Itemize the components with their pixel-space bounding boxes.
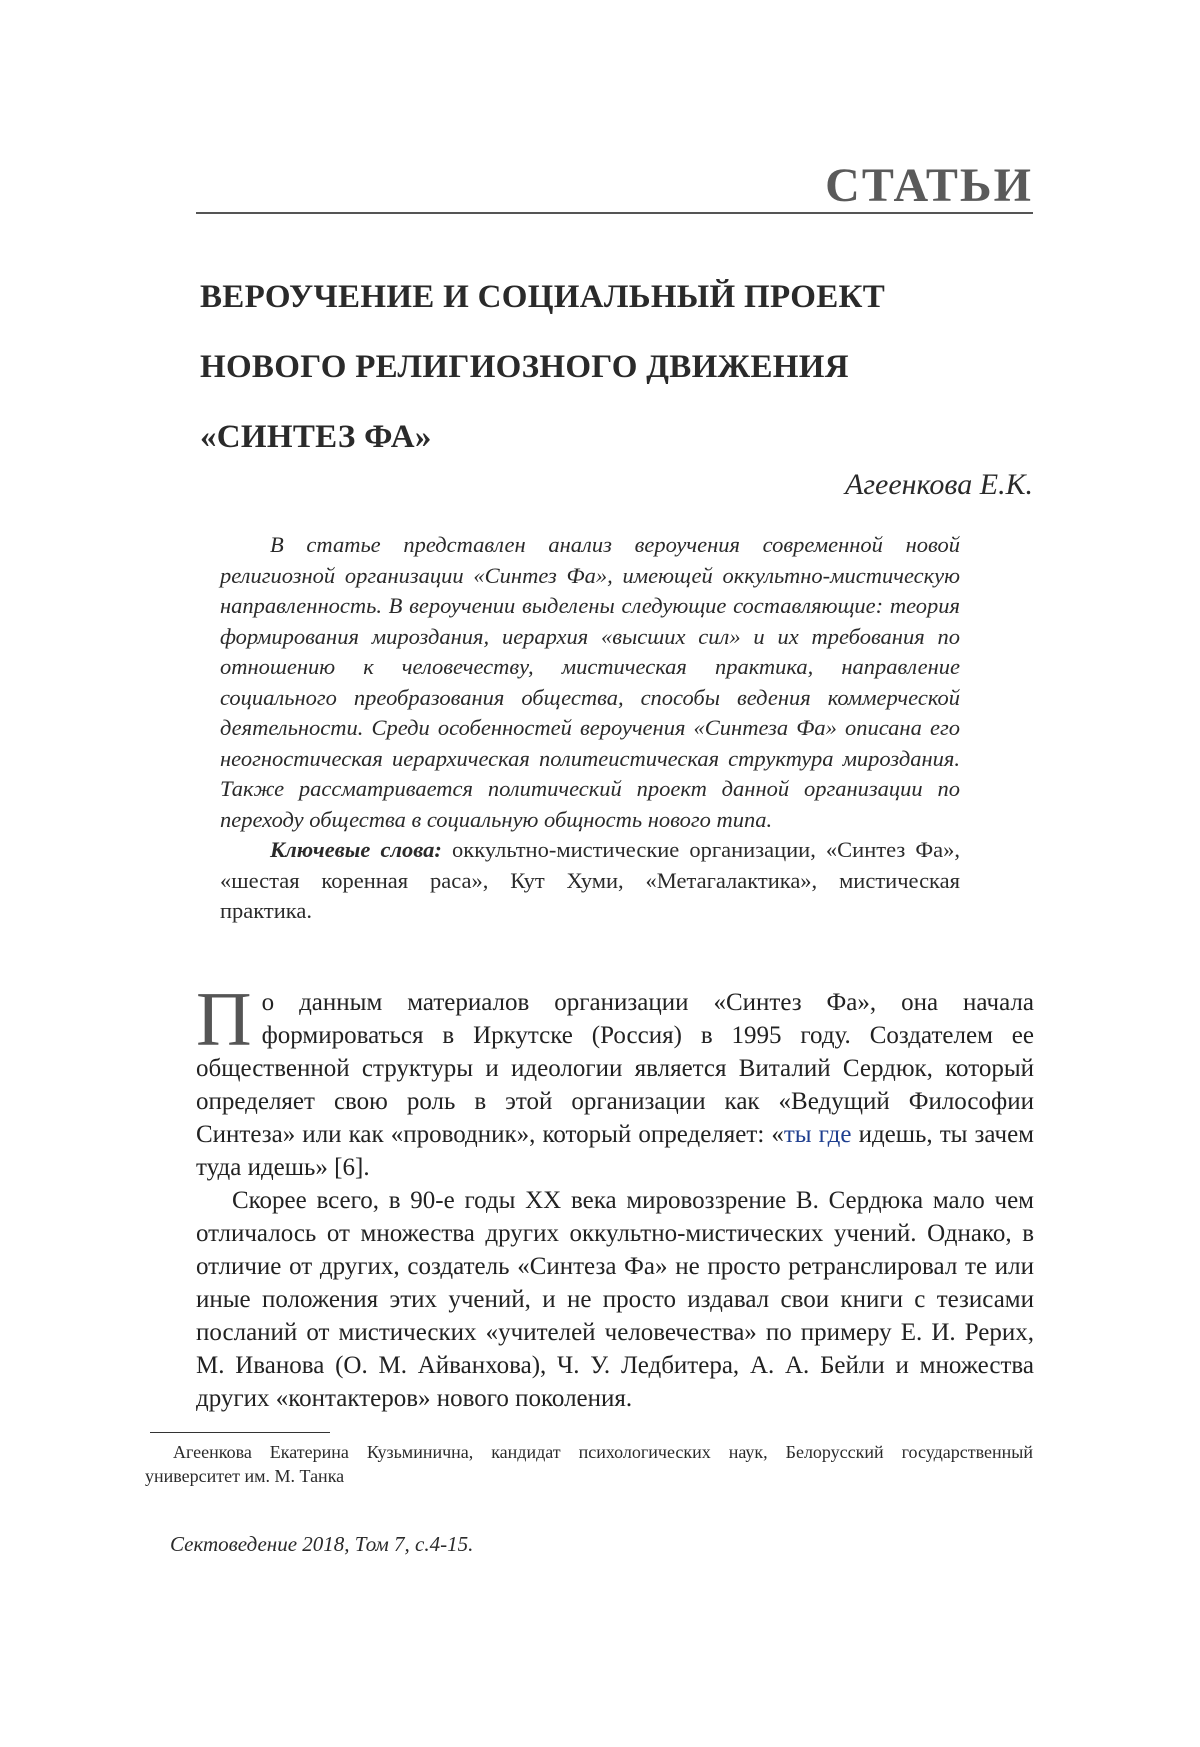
body-paragraph-1 bbox=[196, 986, 1034, 1184]
abstract-block bbox=[220, 530, 960, 927]
abstract-text: В статье представлен анализ вероучения современной новой религиозной организации «Синтез Фа», имеющей оккультно-мистическую направленность. В вероучении выделены следующие составляющие: теория формирования мироздания, иерархия «высших сил» и их требования по отношению к человечеству, мистическая практика, направление социального преобразования общества, способы ведения коммерческой деятельности. Среди особенностей вероучения «Синтеза Фа» описана его неогностическая иерархическая политеистическая структура мироздания. Также рассматривается политический проект данной организации по переходу общества в социальную общность нового типа. bbox=[220, 530, 960, 835]
article-body bbox=[196, 986, 1034, 1415]
author-footnote: Агеенкова Екатерина Кузьминична, кандидат психологических наук, Белорусский государственный университет им. М. Танка bbox=[145, 1440, 1033, 1488]
keywords bbox=[220, 835, 960, 927]
header-divider bbox=[196, 212, 1033, 214]
title-line-2: НОВОГО РЕЛИГИОЗНОГО ДВИЖЕНИЯ bbox=[200, 347, 1030, 417]
section-header: СТАТЬИ bbox=[196, 158, 1033, 214]
title-line-3: «СИНТЕЗ ФА» bbox=[200, 417, 1030, 467]
paragraph-1-text: о данным материалов организации «Синтез Фа», она начала формироваться в Иркутске (Россия) в 1995 году. Создателем ее общественной структуры и идеологии является Виталий Сердюк, который определяет свою роль в этой организации как «Ведущий Философии Синтеза» или как «проводник», который определяет: « bbox=[196, 989, 1034, 1148]
title-line-1: ВЕРОУЧЕНИЕ И СОЦИАЛЬНЫЙ ПРОЕКТ bbox=[200, 277, 1030, 347]
author-name: Агеенкова Е.К. bbox=[600, 468, 1033, 502]
journal-citation: Сектоведение 2018, Том 7, с.4-15. bbox=[170, 1532, 970, 1557]
drop-cap: П bbox=[196, 988, 252, 1050]
keywords-label: Ключевые слова: bbox=[270, 837, 442, 862]
article-title bbox=[200, 277, 1030, 467]
paragraph-1-tail: идешь, ты зачем туда идешь» [6]. bbox=[196, 1121, 1034, 1181]
footnote-divider bbox=[150, 1432, 330, 1433]
body-paragraph-2: Скорее всего, в 90-е годы XX века мировоззрение В. Сердюка мало чем отличалось от множества других оккультно-мистических учений. Однако, в отличие от других, создатель «Синтеза Фа» не просто ретранслировал те или иные положения этих учений, и не просто издавал свои книги с тезисами посланий от мистических «учителей человечества» по примеру Е. И. Рерих, М. Иванова (О. М. Айванхова), Ч. У. Ледбитера, А. А. Бейли и множества других «контактеров» нового поколения. bbox=[196, 1184, 1034, 1415]
quote-link[interactable]: ты где bbox=[784, 1121, 852, 1148]
keywords-text: оккультно-мистические организации, «Синтез Фа», «шестая коренная раса», Кут Хуми, «Метагалактика», мистическая практика. bbox=[220, 837, 960, 923]
